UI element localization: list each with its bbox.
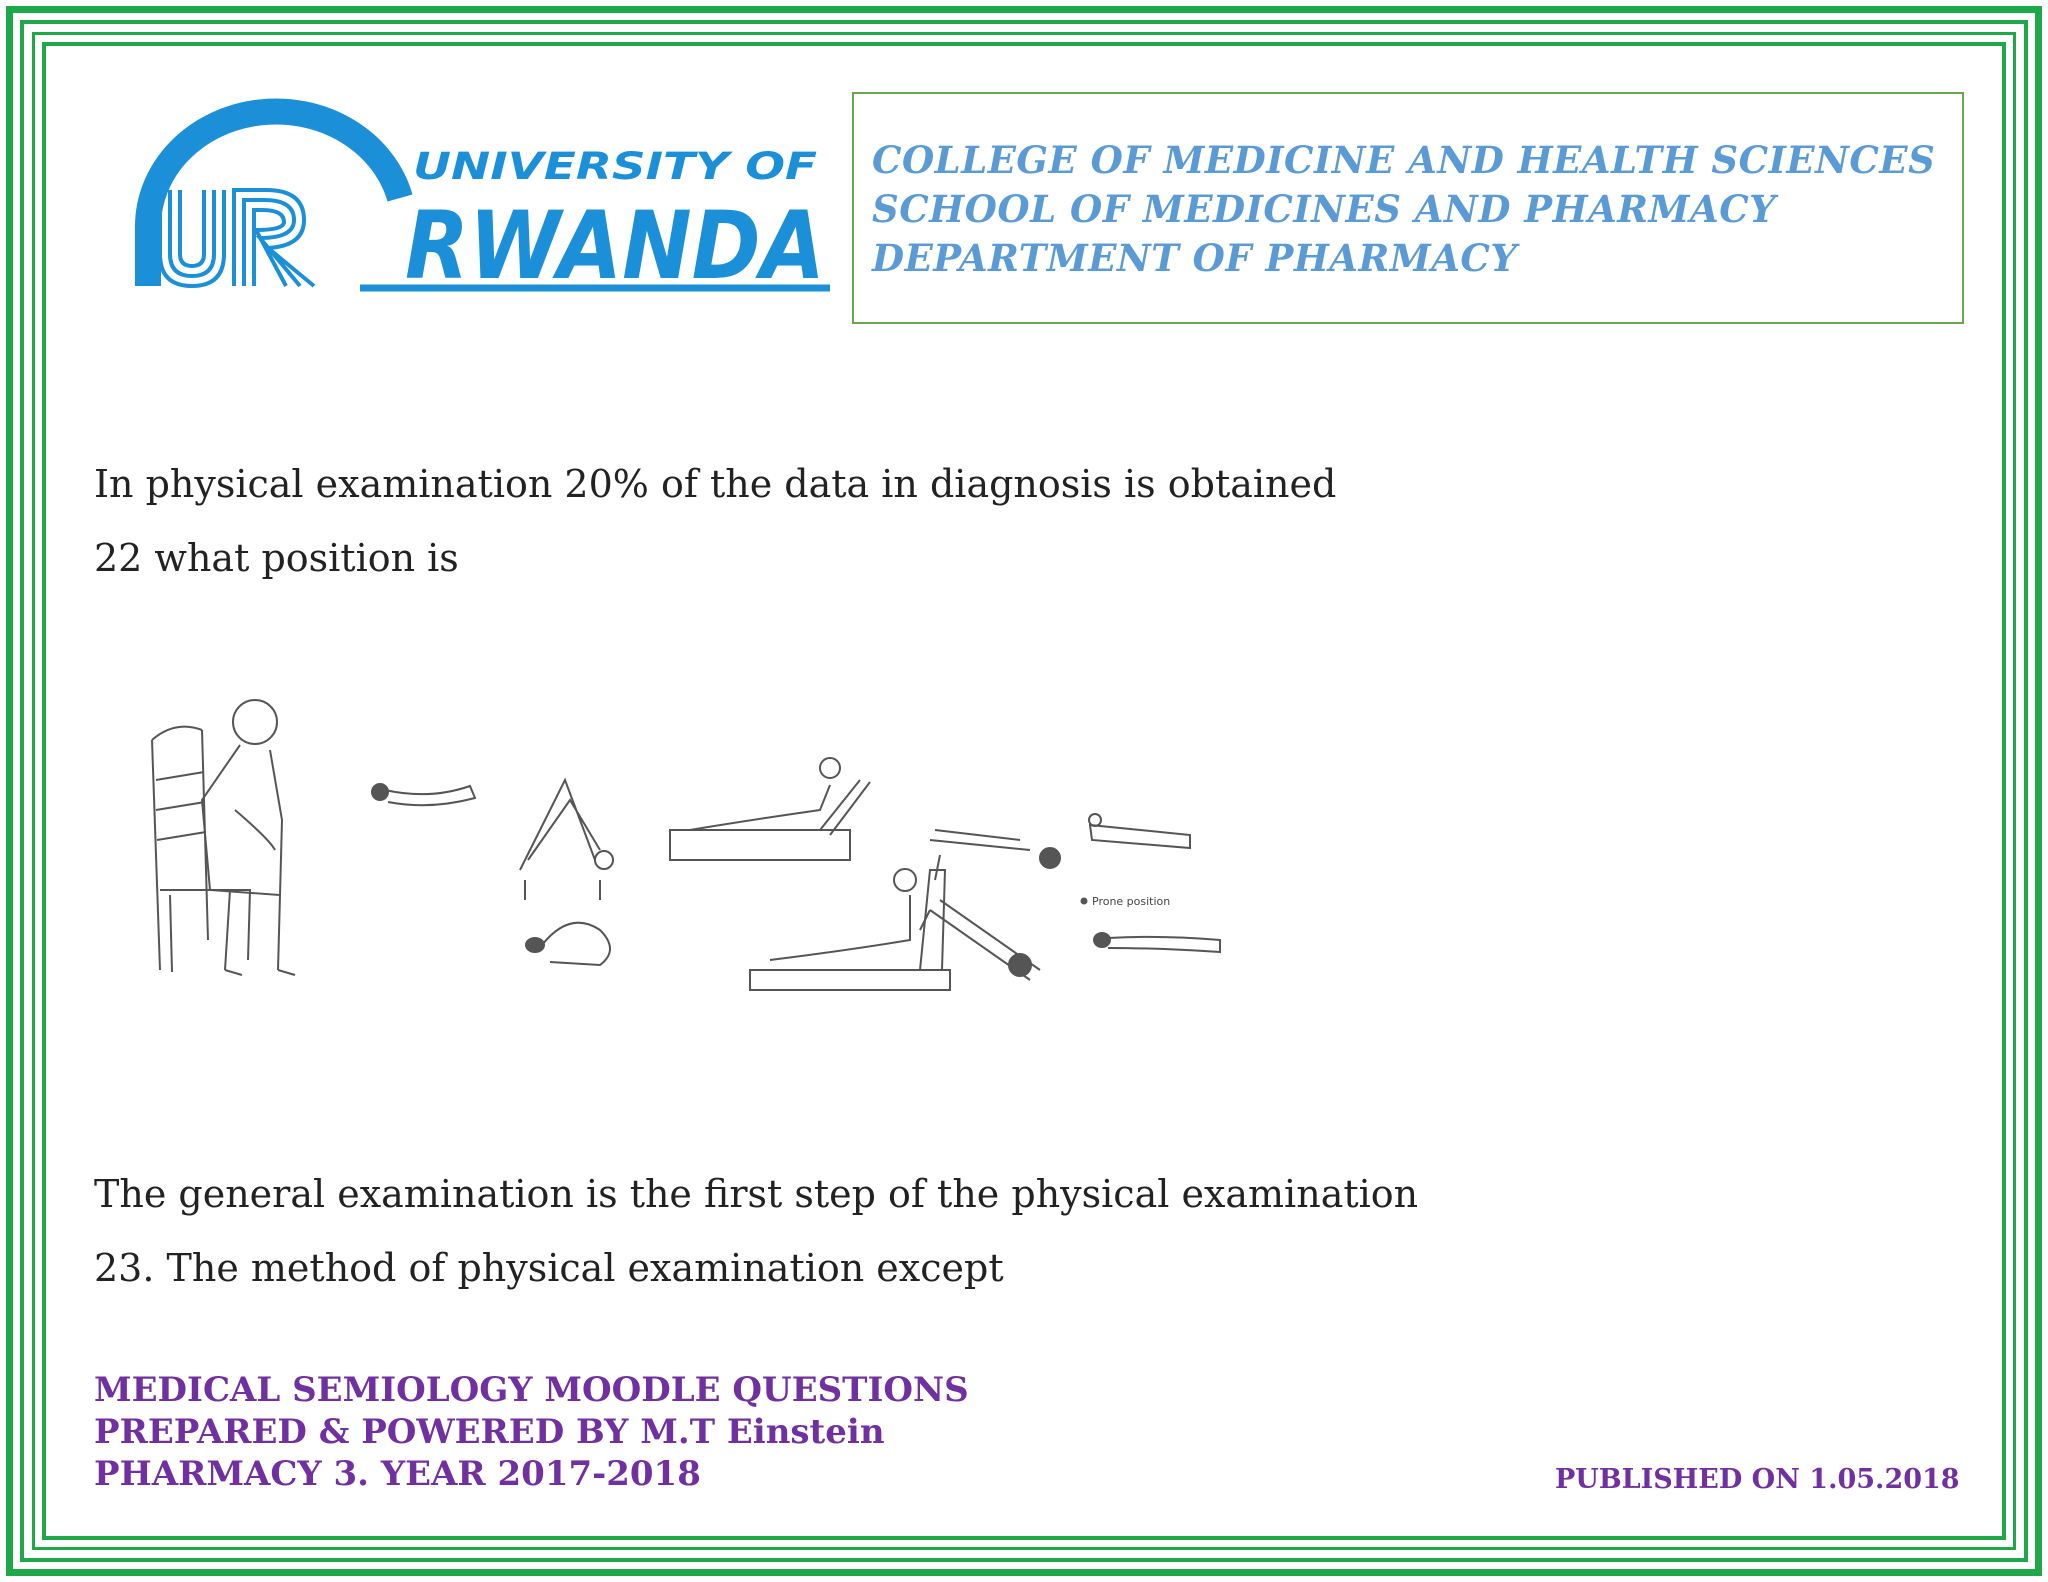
statement-2: The general examination is the first step of the physical examination bbox=[94, 1172, 1419, 1216]
footer-class-year: PHARMACY 3. YEAR 2017-2018 bbox=[94, 1454, 701, 1494]
knee-chest-position-drawing bbox=[526, 923, 610, 965]
school-name: SCHOOL OF MEDICINES AND PHARMACY bbox=[872, 187, 1777, 231]
prone-position-drawing bbox=[1094, 933, 1220, 952]
trendelenburg-position-drawing bbox=[920, 900, 1040, 980]
fowler-position-drawing-1 bbox=[670, 758, 870, 860]
footer-course-title: MEDICAL SEMIOLOGY MOODLE QUESTIONS bbox=[94, 1370, 969, 1410]
prone-position-caption: Prone position bbox=[1092, 895, 1171, 908]
lateral-position-drawing bbox=[372, 784, 475, 805]
published-date: PUBLISHED ON 1.05.2018 bbox=[1555, 1464, 1960, 1495]
university-of-rwanda-logo bbox=[100, 108, 830, 308]
question-23: 23. The method of physical examination except bbox=[94, 1246, 1004, 1290]
logo-rwanda-text: RWANDA bbox=[405, 192, 825, 301]
logo-university-of-text: UNIVERSITY OF bbox=[413, 145, 817, 188]
question-22: 22 what position is bbox=[94, 536, 459, 580]
lithotomy-position-drawing bbox=[520, 780, 613, 900]
college-name: COLLEGE OF MEDICINE AND HEALTH SCIENCES bbox=[872, 138, 1936, 182]
sitting-position-drawing bbox=[152, 700, 295, 975]
statement-1: In physical examination 20% of the data in diagnosis is obtained bbox=[94, 462, 1337, 506]
college-header-box bbox=[852, 92, 1964, 324]
supine-position-drawing bbox=[1089, 814, 1190, 848]
department-name: DEPARTMENT OF PHARMACY bbox=[872, 236, 1518, 280]
patient-positions-figure bbox=[130, 690, 1240, 1010]
sims-position-drawing bbox=[930, 830, 1060, 880]
footer-author: PREPARED & POWERED BY M.T Einstein bbox=[94, 1412, 885, 1452]
